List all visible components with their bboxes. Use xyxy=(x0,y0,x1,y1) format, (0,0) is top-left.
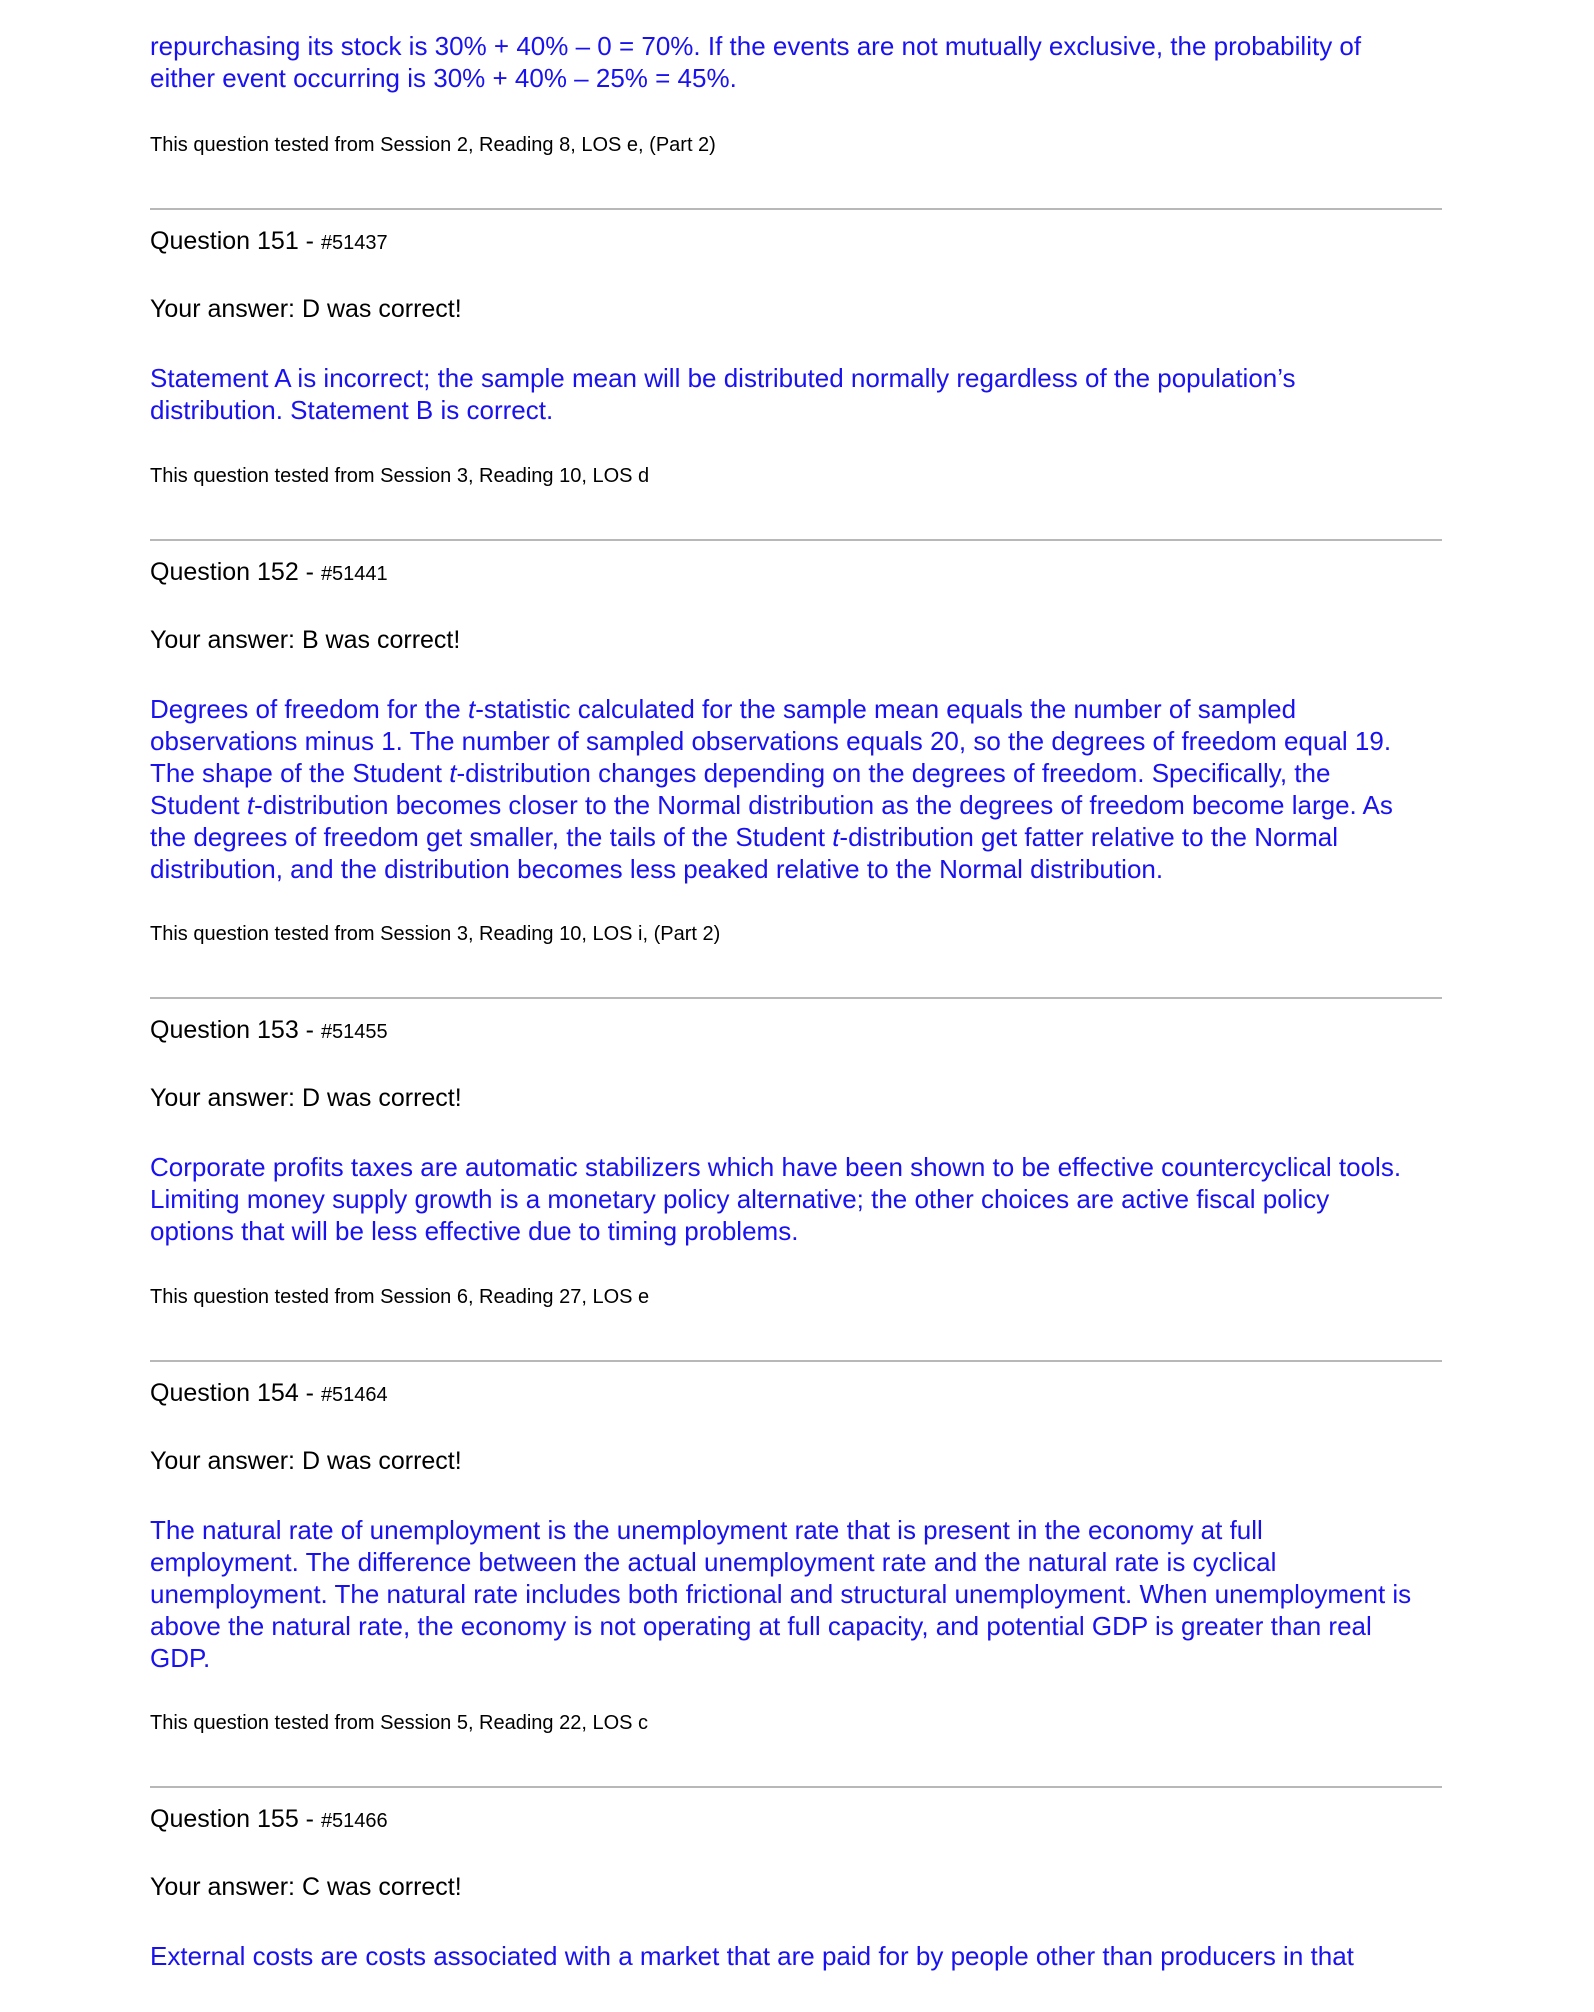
explanation-text xyxy=(150,1151,1442,1247)
explanation-line: Degrees of freedom for the t-statistic calculated for the sample mean equals the number of sampled xyxy=(150,694,1297,724)
explanation-line: observations minus 1. The number of sampled observations equals 20, so the degrees of freedom equal 19. xyxy=(150,726,1392,756)
divider xyxy=(150,208,1442,210)
answer-status: Your answer: C was correct! xyxy=(150,1873,462,1901)
divider xyxy=(150,1786,1442,1788)
source-note: This question tested from Session 3, Reading 10, LOS i, (Part 2) xyxy=(150,923,721,945)
explanation-line: Student t-distribution becomes closer to the Normal distribution as the degrees of freedom become large. As xyxy=(150,790,1393,820)
question-id: #51464 xyxy=(320,1384,388,1406)
question-heading xyxy=(150,1804,1442,1836)
explanation-text xyxy=(150,1514,1442,1674)
explanation-line: GDP. xyxy=(150,1643,211,1673)
explanation-line: either event occurring is 30% + 40% – 25% = 45%. xyxy=(150,63,737,93)
question-id: #51441 xyxy=(320,563,388,585)
question-heading xyxy=(150,1378,1442,1410)
explanation-line: the degrees of freedom get smaller, the tails of the Student t-distribution get fatter relative to the Normal xyxy=(150,822,1338,852)
explanation-text xyxy=(150,693,1442,885)
question-heading xyxy=(150,226,1442,258)
question-title: Question 155 - xyxy=(150,1805,321,1833)
source-note: This question tested from Session 6, Reading 27, LOS e xyxy=(150,1286,650,1308)
question-id: #51455 xyxy=(320,1021,388,1043)
question-heading xyxy=(150,1015,1442,1047)
source-note: This question tested from Session 5, Reading 22, LOS c xyxy=(150,1712,649,1734)
explanation-line: distribution. Statement B is correct. xyxy=(150,395,554,425)
explanation-line: options that will be less effective due to timing problems. xyxy=(150,1216,799,1246)
explanation-line: Statement A is incorrect; the sample mean will be distributed normally regardless of the population’s xyxy=(150,363,1296,393)
divider xyxy=(150,539,1442,541)
answer-status: Your answer: D was correct! xyxy=(150,1084,462,1112)
question-title: Question 151 - xyxy=(150,227,321,255)
explanation-line: distribution, and the distribution becomes less peaked relative to the Normal distribution. xyxy=(150,854,1164,884)
explanation-text xyxy=(150,30,1442,94)
answer-status: Your answer: D was correct! xyxy=(150,295,462,323)
explanation-text xyxy=(150,362,1442,426)
explanation-line: above the natural rate, the economy is not operating at full capacity, and potential GDP is greater than real xyxy=(150,1611,1372,1641)
question-heading xyxy=(150,557,1442,589)
question-id: #51437 xyxy=(320,232,388,254)
explanation-line: Limiting money supply growth is a monetary policy alternative; the other choices are active fiscal policy xyxy=(150,1184,1330,1214)
explanation-line: The shape of the Student t-distribution changes depending on the degrees of freedom. Specifically, the xyxy=(150,758,1331,788)
explanation-line: repurchasing its stock is 30% + 40% – 0 = 70%. If the events are not mutually exclusive, the probability of xyxy=(150,31,1362,61)
question-title: Question 153 - xyxy=(150,1016,321,1044)
question-title: Question 152 - xyxy=(150,558,321,586)
source-note: This question tested from Session 3, Reading 10, LOS d xyxy=(150,465,650,487)
divider xyxy=(150,997,1442,999)
explanation-line: employment. The difference between the actual unemployment rate and the natural rate is cyclical xyxy=(150,1547,1277,1577)
explanation-line: External costs are costs associated with a market that are paid for by people other than producers in that xyxy=(150,1941,1354,1971)
divider xyxy=(150,1360,1442,1362)
answer-status: Your answer: B was correct! xyxy=(150,626,461,654)
question-id: #51466 xyxy=(320,1810,388,1832)
source-note: This question tested from Session 2, Reading 8, LOS e, (Part 2) xyxy=(150,134,716,156)
question-title: Question 154 - xyxy=(150,1379,321,1407)
explanation-line: Corporate profits taxes are automatic stabilizers which have been shown to be effective countercyclical tools. xyxy=(150,1152,1402,1182)
explanation-line: The natural rate of unemployment is the unemployment rate that is present in the economy at full xyxy=(150,1515,1263,1545)
answer-status: Your answer: D was correct! xyxy=(150,1447,462,1475)
explanation-line: unemployment. The natural rate includes both frictional and structural unemployment. When unemployment is xyxy=(150,1579,1412,1609)
explanation-text xyxy=(150,1940,1442,1972)
